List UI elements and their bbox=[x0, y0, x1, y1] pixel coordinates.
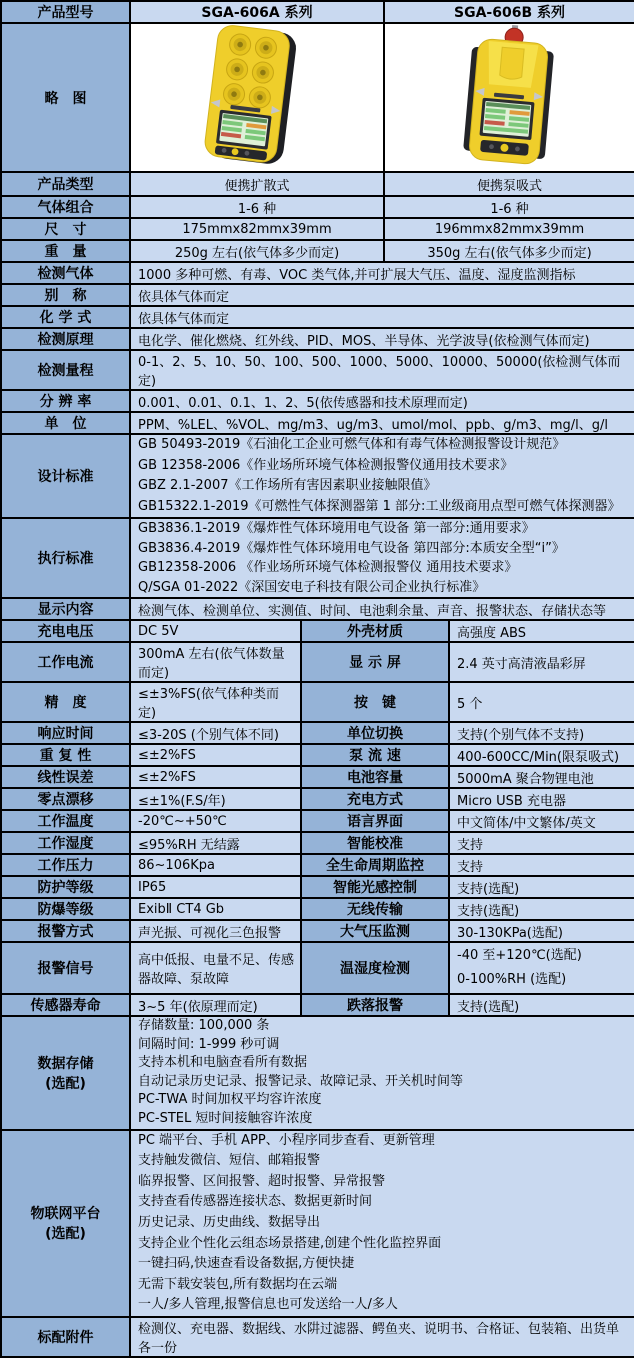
design-standard-line: GB 50493-2019《石油化工企业可燃气体和有毒气体检测报警设计规范》 bbox=[138, 437, 566, 452]
data-storage-line: 间隔时间: 1-999 秒可调 bbox=[138, 1036, 280, 1052]
row-dimensions bbox=[1, 218, 634, 240]
value-detection-gas: 1000 多种可燃、有毒、VOC 类气体,并可扩展大气压、温度、湿度监测指标 bbox=[130, 262, 634, 284]
label-sketch: 略 图 bbox=[1, 23, 130, 172]
value-pressure-monitor: 30-130KPa(选配) bbox=[449, 920, 634, 942]
value-display-content: 检测气体、检测单位、实测值、时间、电池剩余量、声音、报警状态、存储状态等 bbox=[130, 598, 634, 620]
device-a-cell bbox=[130, 23, 384, 172]
value-unit: PPM、%LEL、%VOL、mg/m3、ug/m3、umol/mol、ppb、g/m3、mg/l、g/l bbox=[130, 412, 634, 434]
value-sensor-life: 3~5 年(依原理而定) bbox=[130, 994, 301, 1016]
device-b-cell bbox=[384, 23, 634, 172]
label-execution-standard: 执行标准 bbox=[1, 518, 130, 598]
row-repeatability bbox=[1, 744, 634, 766]
label-precision: 精 度 bbox=[1, 682, 130, 722]
row-data-storage bbox=[1, 1016, 634, 1130]
label-standard-accessories: 标配附件 bbox=[1, 1317, 130, 1357]
value-explosion-proof-grade: ExibⅡ CT4 Gb bbox=[130, 898, 301, 920]
label-working-pressure: 工作压力 bbox=[1, 854, 130, 876]
design-standard-line: GBZ 2.1-2007《工作场所有害因素职业接触限值》 bbox=[138, 478, 437, 494]
iot-platform-line: 支持查看传感器连接状态、数据更新时间 bbox=[138, 1194, 373, 1210]
row-alias bbox=[1, 284, 634, 306]
label-zero-drift: 零点漂移 bbox=[1, 788, 130, 810]
value-battery-capacity: 5000mA 聚合物锂电池 bbox=[449, 766, 634, 788]
value-working-humidity: ≤95%RH 无结露 bbox=[130, 832, 301, 854]
label-response-time: 响应时间 bbox=[1, 722, 130, 744]
value-data-storage bbox=[130, 1016, 634, 1130]
row-chemical-formula bbox=[1, 306, 634, 328]
label-alias: 别 称 bbox=[1, 284, 130, 306]
row-design-standard bbox=[1, 434, 634, 518]
value-lifecycle-monitor: 支持 bbox=[449, 854, 634, 876]
label-lifecycle-monitor: 全生命周期监控 bbox=[301, 854, 449, 876]
row-unit bbox=[1, 412, 634, 434]
iot-platform-label-line: 物联网平台 bbox=[30, 1206, 101, 1223]
row-detection-range bbox=[1, 350, 634, 390]
data-storage-line: 存储数量: 100,000 条 bbox=[138, 1018, 270, 1033]
value-design-standard bbox=[130, 434, 634, 518]
value-working-pressure: 86~106Kpa bbox=[130, 854, 301, 876]
label-light-sensor-control: 智能光感控制 bbox=[301, 876, 449, 898]
row-charge-voltage bbox=[1, 620, 634, 642]
iot-platform-line: 无需下载安装包,所有数据均在云端 bbox=[138, 1276, 338, 1292]
label-smart-calibration: 智能校准 bbox=[301, 832, 449, 854]
label-pressure-monitor: 大气压监测 bbox=[301, 920, 449, 942]
temp-humidity-line: -40 至+120℃(选配) bbox=[457, 948, 582, 963]
row-zero-drift bbox=[1, 788, 634, 810]
label-pump-flow: 泵 流 速 bbox=[301, 744, 449, 766]
row-detection-gas bbox=[1, 262, 634, 284]
iot-platform-line: 历史记录、历史曲线、数据导出 bbox=[138, 1214, 321, 1230]
label-repeatability: 重 复 性 bbox=[1, 744, 130, 766]
value-precision: ≤±3%FS(依气体种类而定) bbox=[130, 682, 301, 722]
row-standard-accessories bbox=[1, 1317, 634, 1357]
value-weight-a: 250g 左右(依气体多少而定) bbox=[130, 240, 384, 262]
header-product-model: 产品型号 bbox=[1, 1, 130, 23]
label-design-standard: 设计标准 bbox=[1, 434, 130, 518]
label-gas-combination: 气体组合 bbox=[1, 196, 130, 218]
value-detection-range: 0-1、2、5、10、50、100、500、1000、5000、10000、50000(依检测气体而定) bbox=[130, 350, 634, 390]
row-header bbox=[1, 1, 634, 23]
label-working-temperature: 工作温度 bbox=[1, 810, 130, 832]
label-alarm-signal: 报警信号 bbox=[1, 942, 130, 994]
value-iot-platform bbox=[130, 1130, 634, 1317]
data-storage-line: PC-TWA 时间加权平均容许浓度 bbox=[138, 1092, 322, 1108]
value-shell-material: 高强度 ABS bbox=[449, 620, 634, 642]
data-storage-label-line: 数据存储 bbox=[37, 1055, 94, 1072]
iot-platform-line: 临界报警、区间报警、超时报警、异常报警 bbox=[138, 1173, 386, 1189]
iot-platform-line: 支持触发微信、短信、邮箱报警 bbox=[138, 1153, 321, 1169]
value-drop-alarm: 支持(选配) bbox=[449, 994, 634, 1016]
value-unit-switch: 支持(个别气体不支持) bbox=[449, 722, 634, 744]
device-b-image bbox=[386, 24, 633, 167]
row-execution-standard bbox=[1, 518, 634, 598]
value-execution-standard bbox=[130, 518, 634, 598]
row-detection-principle bbox=[1, 328, 634, 350]
design-standard-line: GB 12358-2006《作业场所环境气体检测报警仪通用技术要求》 bbox=[138, 457, 514, 473]
label-working-humidity: 工作湿度 bbox=[1, 832, 130, 854]
label-weight: 重 量 bbox=[1, 240, 130, 262]
label-temp-humidity-detection: 温湿度检测 bbox=[301, 942, 449, 994]
value-gas-combination-a: 1-6 种 bbox=[130, 196, 384, 218]
value-response-time: ≤3-20S (个别气体不同) bbox=[130, 722, 301, 744]
row-resolution bbox=[1, 390, 634, 412]
iot-platform-line: 支持企业个性化云组态场景搭建,创建个性化监控界面 bbox=[138, 1235, 442, 1251]
row-working-humidity bbox=[1, 832, 634, 854]
data-storage-line: 支持本机和电脑查看所有数据 bbox=[138, 1055, 308, 1071]
label-resolution: 分 辨 率 bbox=[1, 390, 130, 412]
value-resolution: 0.001、0.01、0.1、1、2、5(依传感器和技术原理而定) bbox=[130, 390, 634, 412]
label-working-current: 工作电流 bbox=[1, 642, 130, 682]
label-battery-capacity: 电池容量 bbox=[301, 766, 449, 788]
label-detection-gas: 检测气体 bbox=[1, 262, 130, 284]
value-pump-flow: 400-600CC/Min(限泵吸式) bbox=[449, 744, 634, 766]
row-alarm-signal bbox=[1, 942, 634, 994]
value-temp-humidity-detection bbox=[449, 942, 634, 994]
label-product-type: 产品类型 bbox=[1, 172, 130, 196]
value-chemical-formula: 依具体气体而定 bbox=[130, 306, 634, 328]
row-alarm-method bbox=[1, 920, 634, 942]
data-storage-line: 自动记录历史记录、报警记录、故障记录、开关机时间等 bbox=[138, 1073, 464, 1089]
value-charge-method: Micro USB 充电器 bbox=[449, 788, 634, 810]
label-wireless-transmission: 无线传输 bbox=[301, 898, 449, 920]
data-storage-label-sub: (选配) bbox=[45, 1075, 86, 1092]
label-charge-method: 充电方式 bbox=[301, 788, 449, 810]
row-precision bbox=[1, 682, 634, 722]
label-linearity-error: 线性误差 bbox=[1, 766, 130, 788]
header-series-b: SGA-606B 系列 bbox=[384, 1, 634, 23]
label-protection-grade: 防护等级 bbox=[1, 876, 130, 898]
iot-platform-line: PC 端平台、手机 APP、小程序同步查看、更新管理 bbox=[138, 1132, 435, 1148]
label-dimensions: 尺 寸 bbox=[1, 218, 130, 240]
execution-standard-line: GB3836.1-2019《爆炸性气体环境用电气设备 第一部分:通用要求》 bbox=[138, 521, 535, 537]
row-display-content bbox=[1, 598, 634, 620]
value-standard-accessories: 检测仪、充电器、数据线、水阱过滤器、鳄鱼夹、说明书、合格证、包装箱、出货单各一份 bbox=[130, 1317, 634, 1357]
execution-standard-line: GB12358-2006 《作业场所环境气体检测报警仪 通用技术要求》 bbox=[138, 560, 518, 576]
device-a-image bbox=[132, 24, 382, 167]
row-working-current bbox=[1, 642, 634, 682]
row-product-type bbox=[1, 172, 634, 196]
iot-platform-label-sub: (选配) bbox=[45, 1226, 86, 1243]
value-working-current: 300mA 左右(依气体数量而定) bbox=[130, 642, 301, 682]
label-display-content: 显示内容 bbox=[1, 598, 130, 620]
label-buttons: 按 键 bbox=[301, 682, 449, 722]
temp-humidity-line: 0-100%RH (选配) bbox=[457, 972, 567, 987]
iot-platform-line: 一键扫码,快速查看设备数据,方便快捷 bbox=[138, 1256, 355, 1272]
execution-standard-line: Q/SGA 01-2022《深国安电子科技有限公司企业执行标准》 bbox=[138, 579, 486, 595]
label-iot-platform bbox=[1, 1130, 130, 1317]
header-series-a: SGA-606A 系列 bbox=[130, 1, 384, 23]
label-unit: 单 位 bbox=[1, 412, 130, 434]
value-working-temperature: -20℃~+50℃ bbox=[130, 810, 301, 832]
value-linearity-error: ≤±2%FS bbox=[130, 766, 301, 788]
label-charge-voltage: 充电电压 bbox=[1, 620, 130, 642]
label-drop-alarm: 跌落报警 bbox=[301, 994, 449, 1016]
value-weight-b: 350g 左右(依气体多少而定) bbox=[384, 240, 634, 262]
label-detection-principle: 检测原理 bbox=[1, 328, 130, 350]
label-display-screen: 显 示 屏 bbox=[301, 642, 449, 682]
value-buttons: 5 个 bbox=[449, 682, 634, 722]
row-gas-combination bbox=[1, 196, 634, 218]
value-light-sensor-control: 支持(选配) bbox=[449, 876, 634, 898]
value-repeatability: ≤±2%FS bbox=[130, 744, 301, 766]
value-language: 中文简体/中文繁体/英文 bbox=[449, 810, 634, 832]
value-alarm-method: 声光振、可视化三色报警 bbox=[130, 920, 301, 942]
value-zero-drift: ≤±1%(F.S/年) bbox=[130, 788, 301, 810]
row-linearity-error bbox=[1, 766, 634, 788]
label-alarm-method: 报警方式 bbox=[1, 920, 130, 942]
data-storage-line: PC-STEL 短时间接触容许浓度 bbox=[138, 1110, 313, 1126]
label-language: 语言界面 bbox=[301, 810, 449, 832]
row-working-pressure bbox=[1, 854, 634, 876]
label-unit-switch: 单位切换 bbox=[301, 722, 449, 744]
row-sensor-life bbox=[1, 994, 634, 1016]
value-product-type-a: 便携扩散式 bbox=[130, 172, 384, 196]
value-smart-calibration: 支持 bbox=[449, 832, 634, 854]
row-working-temperature bbox=[1, 810, 634, 832]
value-gas-combination-b: 1-6 种 bbox=[384, 196, 634, 218]
execution-standard-line: GB3836.4-2019《爆炸性气体环境用电气设备 第四部分:本质安全型“i”》 bbox=[138, 540, 565, 556]
value-dimensions-a: 175mmx82mmx39mm bbox=[130, 218, 384, 240]
label-explosion-proof-grade: 防爆等级 bbox=[1, 898, 130, 920]
design-standard-line: GB15322.1-2019《可燃性气体探测器第 1 部分:工业级商用点型可燃气体探测器》 bbox=[138, 498, 621, 514]
value-protection-grade: IP65 bbox=[130, 876, 301, 898]
row-sketch bbox=[1, 23, 634, 172]
row-iot-platform bbox=[1, 1130, 634, 1317]
label-data-storage bbox=[1, 1016, 130, 1130]
value-dimensions-b: 196mmx82mmx39mm bbox=[384, 218, 634, 240]
label-sensor-life: 传感器寿命 bbox=[1, 994, 130, 1016]
value-product-type-b: 便携泵吸式 bbox=[384, 172, 634, 196]
label-detection-range: 检测量程 bbox=[1, 350, 130, 390]
value-alarm-signal: 高中低报、电量不足、传感器故障、泵故障 bbox=[130, 942, 301, 994]
label-shell-material: 外壳材质 bbox=[301, 620, 449, 642]
iot-platform-line: 一人/多人管理,报警信息也可发送给一人/多人 bbox=[138, 1297, 398, 1313]
row-protection-grade bbox=[1, 876, 634, 898]
value-alias: 依具体气体而定 bbox=[130, 284, 634, 306]
row-weight bbox=[1, 240, 634, 262]
row-response-time bbox=[1, 722, 634, 744]
label-chemical-formula: 化 学 式 bbox=[1, 306, 130, 328]
value-wireless-transmission: 支持(选配) bbox=[449, 898, 634, 920]
value-display-screen: 2.4 英寸高清液晶彩屏 bbox=[449, 642, 634, 682]
row-explosion-proof-grade bbox=[1, 898, 634, 920]
value-detection-principle: 电化学、催化燃烧、红外线、PID、MOS、半导体、光学波导(依检测气体而定) bbox=[130, 328, 634, 350]
value-charge-voltage: DC 5V bbox=[130, 620, 301, 642]
